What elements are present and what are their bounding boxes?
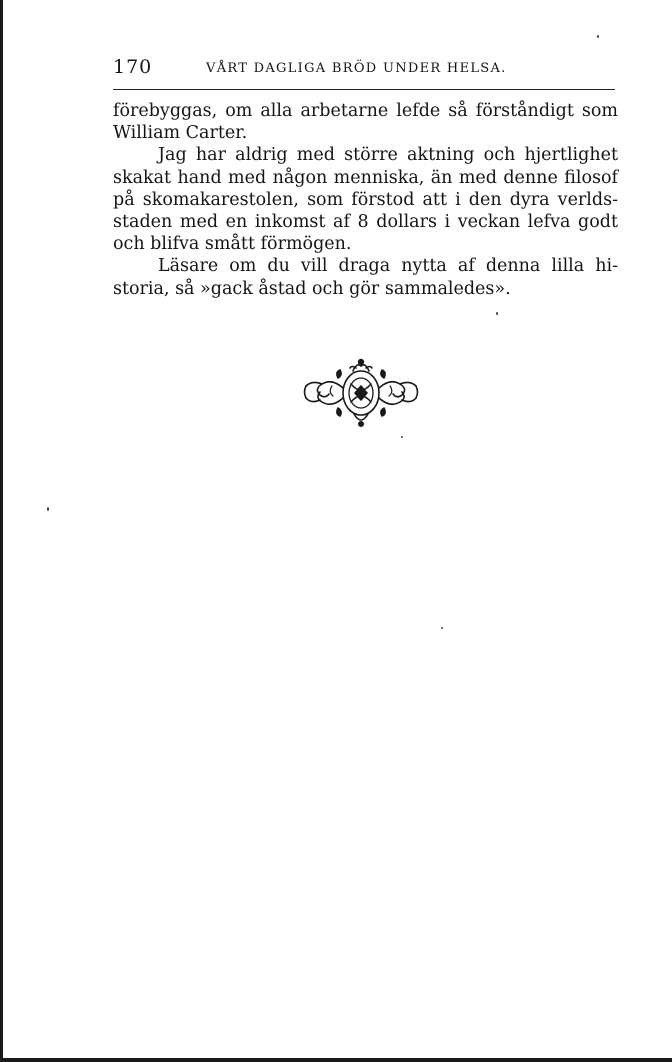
scan-speck (441, 627, 443, 629)
header-rule (113, 89, 615, 90)
paragraph-2 (113, 144, 618, 255)
text-line: storia, så »gack åstad och gör sammaledes». (113, 278, 511, 299)
floral-tailpiece-icon (302, 356, 420, 430)
text-line: William Carter. (113, 123, 248, 144)
text-line: staden med en inkomst af 8 dollars i veckan lefva godt (113, 212, 618, 233)
paragraph-3 (113, 255, 618, 299)
paragraph-1 (113, 100, 618, 144)
text-line: på skomakarestolen, som förstod att i den dyra verlds- (113, 189, 618, 210)
text-line: Jag har aldrig med större aktning och hjertlighet (158, 145, 618, 166)
text-line: och blifva smått förmögen. (113, 234, 352, 255)
body-text (113, 100, 618, 300)
text-line: skakat hand med någon menniska, än med denne filosof (113, 167, 618, 188)
running-title: VÅRT DAGLIGA BRÖD UNDER HELSA. (206, 61, 507, 76)
page-number: 170 (113, 56, 153, 78)
scan-speck (496, 312, 498, 315)
text-line: förebyggas, om alla arbetarne lefde så förståndigt som (113, 101, 618, 121)
running-header (113, 56, 615, 82)
scan-speck (401, 436, 403, 438)
scan-speck (47, 507, 49, 511)
scan-speck (597, 35, 599, 38)
text-line: Läsare om du vill draga nytta af denna lilla hi- (158, 256, 618, 277)
